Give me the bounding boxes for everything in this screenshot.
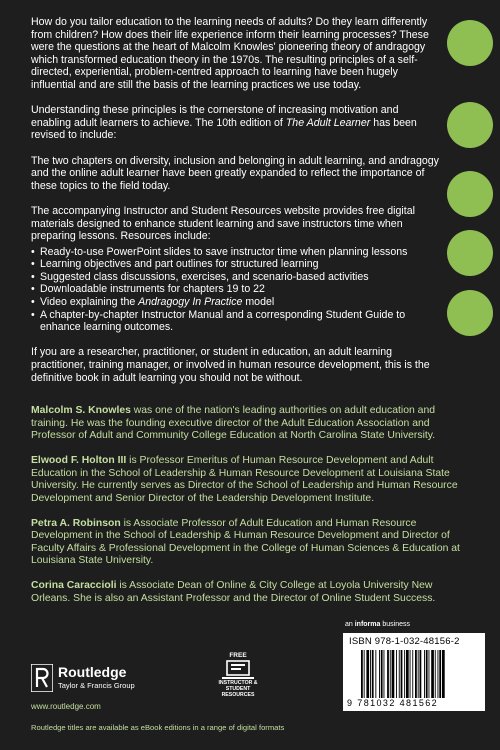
laptop-icon xyxy=(221,660,255,680)
author-bio xyxy=(31,455,463,505)
list-item: • Downloadable instruments for chapters 19 to 22 xyxy=(31,283,441,296)
author-bio xyxy=(31,518,463,568)
author-name: Petra A. Robinson xyxy=(31,517,121,529)
decorative-circle xyxy=(447,20,493,66)
author-name: Elwood F. Holton III xyxy=(31,455,127,466)
author-description: is Associate Professor of Adult Education and Human Resource Development in the School of Leadership & Human Resource Development and Director of Faculty Affairs & Professional Development in the College of Human Sciences & Education at Louisiana State University. xyxy=(31,517,460,566)
informa-prefix: an xyxy=(345,621,355,628)
author-bio xyxy=(31,405,463,443)
informa-suffix: business xyxy=(380,621,410,628)
blurb-text: Understanding these principles is the cornerstone of increasing motivation and enabling adult learners to achieve. The 10th edition of xyxy=(31,104,399,129)
book-title: The Adult Learner xyxy=(285,116,371,129)
list-item-text: Video explaining the xyxy=(40,296,139,309)
publisher-logo xyxy=(31,664,151,692)
author-bio xyxy=(31,580,463,605)
list-item-text: model xyxy=(242,296,275,309)
informa-brand: informa xyxy=(354,621,381,628)
isbn-label: ISBN 978-1-032-48156-2 xyxy=(349,636,460,647)
badge-free-label: FREE xyxy=(229,652,247,659)
blurb-paragraph-principles xyxy=(31,104,441,142)
author-description: is Associate Dean of Online & City College at Loyola University New Orleans. She is also an Assistant Professor and the Director of Online Student Success. xyxy=(31,580,436,604)
decorative-circle xyxy=(447,171,493,217)
informa-business-line xyxy=(345,621,410,628)
list-item: • Suggested class discussions, exercises, and scenario-based activities xyxy=(31,271,441,284)
badge-line: STUDENT xyxy=(225,686,251,692)
badge-line: RESOURCES xyxy=(221,692,255,698)
routledge-r-icon xyxy=(31,664,53,692)
blurb-paragraph-resources: The accompanying Instructor and Student Resources website provides free digital materials designed to enhance student learning and save instructors time when preparing lessons. Resources include: xyxy=(31,204,415,243)
author-description: is Professor Emeritus of Human Resource Development and Adult Education in the School of Leadership & Human Resource Development at Louisiana State University. He currently serves as Director of the School of Leadership and Human Resource Development and Senior Director of the Leadership Development Institute. xyxy=(31,455,458,504)
author-description: was one of the nation's leading authorities on adult education and training. He was the founding executive director of the Adult Education Association and Professor of Adult and Community College Education at North Carolina State University. xyxy=(31,405,436,441)
isbn-digits: 9 781032 481562 xyxy=(347,698,439,708)
author-name: Malcolm S. Knowles xyxy=(31,405,131,416)
free-resources-badge xyxy=(212,652,264,704)
isbn-barcode xyxy=(343,633,485,711)
list-item xyxy=(31,296,441,309)
blurb-paragraph-intro: How do you tailor education to the learning needs of adults? Do they learn differently from children? How does their life experience inform their learning processes? These were the questions at the heart of Malcolm Knowles' pioneering theory of andragogy which transformed education theory in the 1970s. The resulting principles of a self-directed, experiential, problem-centred approach to learning have been hugely influential and are still the basis of the learning practices we use today. xyxy=(31,16,429,91)
decorative-circle xyxy=(447,102,493,148)
list-item: • Learning objectives and part outlines for structured learning xyxy=(31,258,441,271)
badge-line: INSTRUCTOR & xyxy=(218,680,258,686)
publisher-group: Taylor & Francis Group xyxy=(58,681,135,690)
publisher-name: Routledge xyxy=(58,664,127,680)
blurb-paragraph-chapters: The two chapters on diversity, inclusion and belonging in adult learning, and andragogy and the online adult learner have been greatly expanded to reflect the importance of these topics to the field today. xyxy=(31,154,439,192)
author-bios xyxy=(31,405,463,618)
list-item: • A chapter-by-chapter Instructor Manual and a corresponding Student Guide to enhance learning outcomes. xyxy=(31,309,441,334)
publisher-website: www.routledge.com xyxy=(31,702,101,711)
blurb-paragraph-audience: If you are a researcher, practitioner, or student in education, an adult learning practitioner, training manager, or involved in human resource development, this is the definitive book in adult learning you should not be without. xyxy=(31,346,430,384)
author-name: Corina Caraccioli xyxy=(31,580,117,591)
model-title: Andragogy In Practice xyxy=(138,296,243,309)
list-item: • Ready-to-use PowerPoint slides to save instructor time when planning lessons xyxy=(31,246,441,259)
blurb-text: has been revised to include: xyxy=(31,116,417,142)
decorative-circle xyxy=(447,230,493,276)
blurb xyxy=(31,16,441,397)
decorative-circle xyxy=(447,290,493,336)
barcode-bars xyxy=(361,650,467,700)
resources-list xyxy=(31,246,441,334)
ebook-note: Routledge titles are available as eBook editions in a range of digital formats xyxy=(31,723,285,732)
